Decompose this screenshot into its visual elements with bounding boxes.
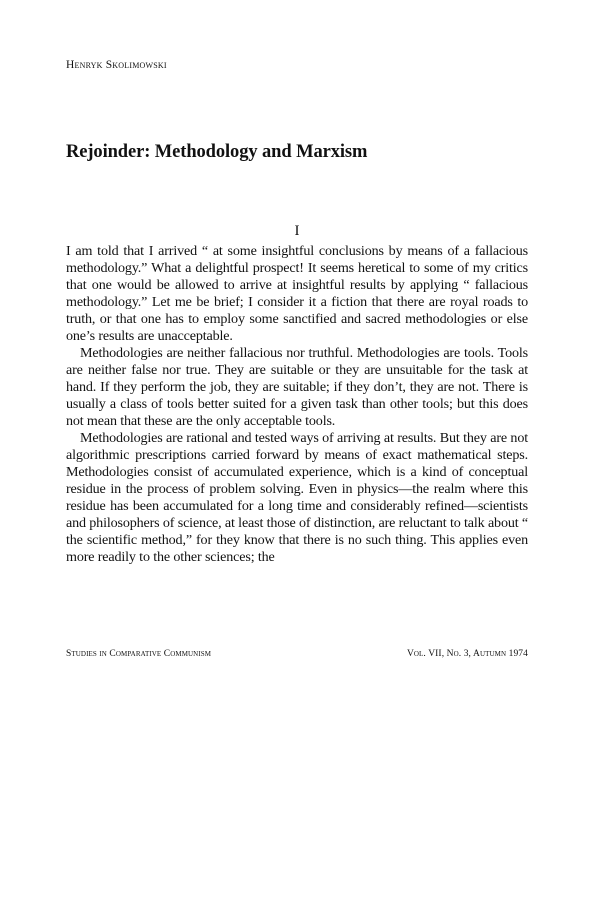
- page-footer: [66, 649, 528, 659]
- section-number: I: [294, 223, 300, 239]
- journal-name: Studies in Comparative Communism: [66, 649, 212, 659]
- paragraph: I am told that I arrived “ at some insightful conclusions by means of a fallacious methodology.” What a delightful prospect! It seems heretical to some of my critics that one would be allowed to arrive at insightful results by applying “ fallacious methodology.” Let me be brief; I consider it a fiction that there are royal roads to truth, or that one has to employ some sanctified and sacred methodologies or else one’s results are unacceptable.: [66, 243, 528, 344]
- author-name: Henryk Skolimowski: [66, 59, 167, 71]
- paragraph: Methodologies are rational and tested ways of arriving at results. But they are not algorithmic prescriptions carried forward by means of exact mathematical steps. Methodologies consist of accumulated experience, which is a kind of conceptual residue in the process of problem solving. Even in physics—the realm where this residue has been accumulated for a long time and considerably refined—scientists and philosophers of science, at least those of distinction, are reluctant to talk about “ the scientific method,” for they know that there is no such thing. This applies even more readily to the other sciences; the: [66, 430, 528, 565]
- article-title: Rejoinder: Methodology and Marxism: [66, 142, 368, 162]
- paragraph: Methodologies are neither fallacious nor truthful. Methodologies are tools. Tools are neither false nor true. They are suitable or they are unsuitable for the task at hand. If they perform the job, they are suitable; if they don’t, they are not. There is usually a class of tools better suited for a given task than other tools; but this does not mean that these are the only acceptable tools.: [66, 345, 528, 429]
- article-body: [66, 243, 528, 566]
- issue-info: Vol. VII, No. 3, Autumn 1974: [406, 649, 528, 659]
